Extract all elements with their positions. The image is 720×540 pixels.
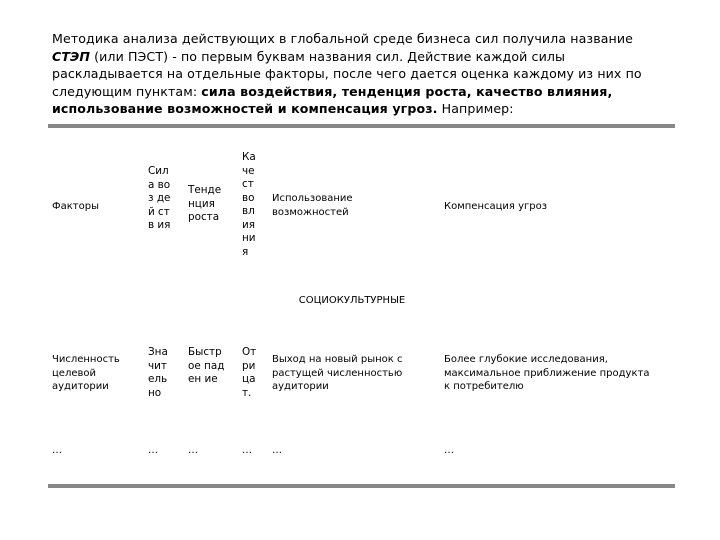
row1-factor: Численность целевой аудитории: [52, 354, 120, 392]
header-threats: Компенсация угроз: [444, 201, 548, 212]
intro-criteria: сила воздействия, тенденция роста, качество влияния, использование возможностей и компенсация угроз.: [52, 83, 613, 116]
header-trend: Тенде нция роста: [188, 184, 222, 223]
intro-text-1: Методика анализа действующих в глобальной среде бизнеса сил получила название: [52, 31, 634, 46]
intro-text-2: (или ПЭСТ) - по первым буквам названия сил. Действие каждой силы раскладывается на отдельные факторы, после чего дается оценка каждому из них по следующим пунктам:: [52, 48, 642, 99]
row1-quality: От ри ца т.: [242, 346, 257, 399]
section-title: СОЦИОКУЛЬТУРНЫЕ: [298, 295, 406, 306]
top-divider: [48, 124, 675, 128]
row2-opportunities: …: [272, 445, 282, 456]
header-quality: Ка че ст во вл ия ни я: [242, 151, 256, 258]
header-force: Сила воз дей ств ия: [148, 165, 171, 231]
row2-factor: …: [52, 445, 62, 456]
header-opportunities: Использование возможностей: [272, 193, 353, 218]
row1-force: Зна чит ель но: [148, 346, 168, 399]
intro-paragraph: [52, 30, 674, 118]
row2-threats: …: [444, 445, 454, 456]
row1-threats: Более глубокие исследования, максимальное приближение продукта к потребителю: [444, 354, 650, 392]
bottom-divider: [48, 484, 675, 488]
row2-quality: …: [242, 445, 252, 456]
intro-acronym: СТЭП: [52, 48, 91, 64]
intro-text-3: Например:: [441, 101, 514, 116]
row1-trend: Быстр ое паден ие: [188, 346, 225, 385]
row1-opportunities: Выход на новый рынок с растущей численностью аудитории: [272, 354, 403, 392]
header-factors: Факторы: [52, 201, 99, 212]
row2-trend: …: [188, 445, 198, 456]
row2-force: …: [148, 445, 158, 456]
